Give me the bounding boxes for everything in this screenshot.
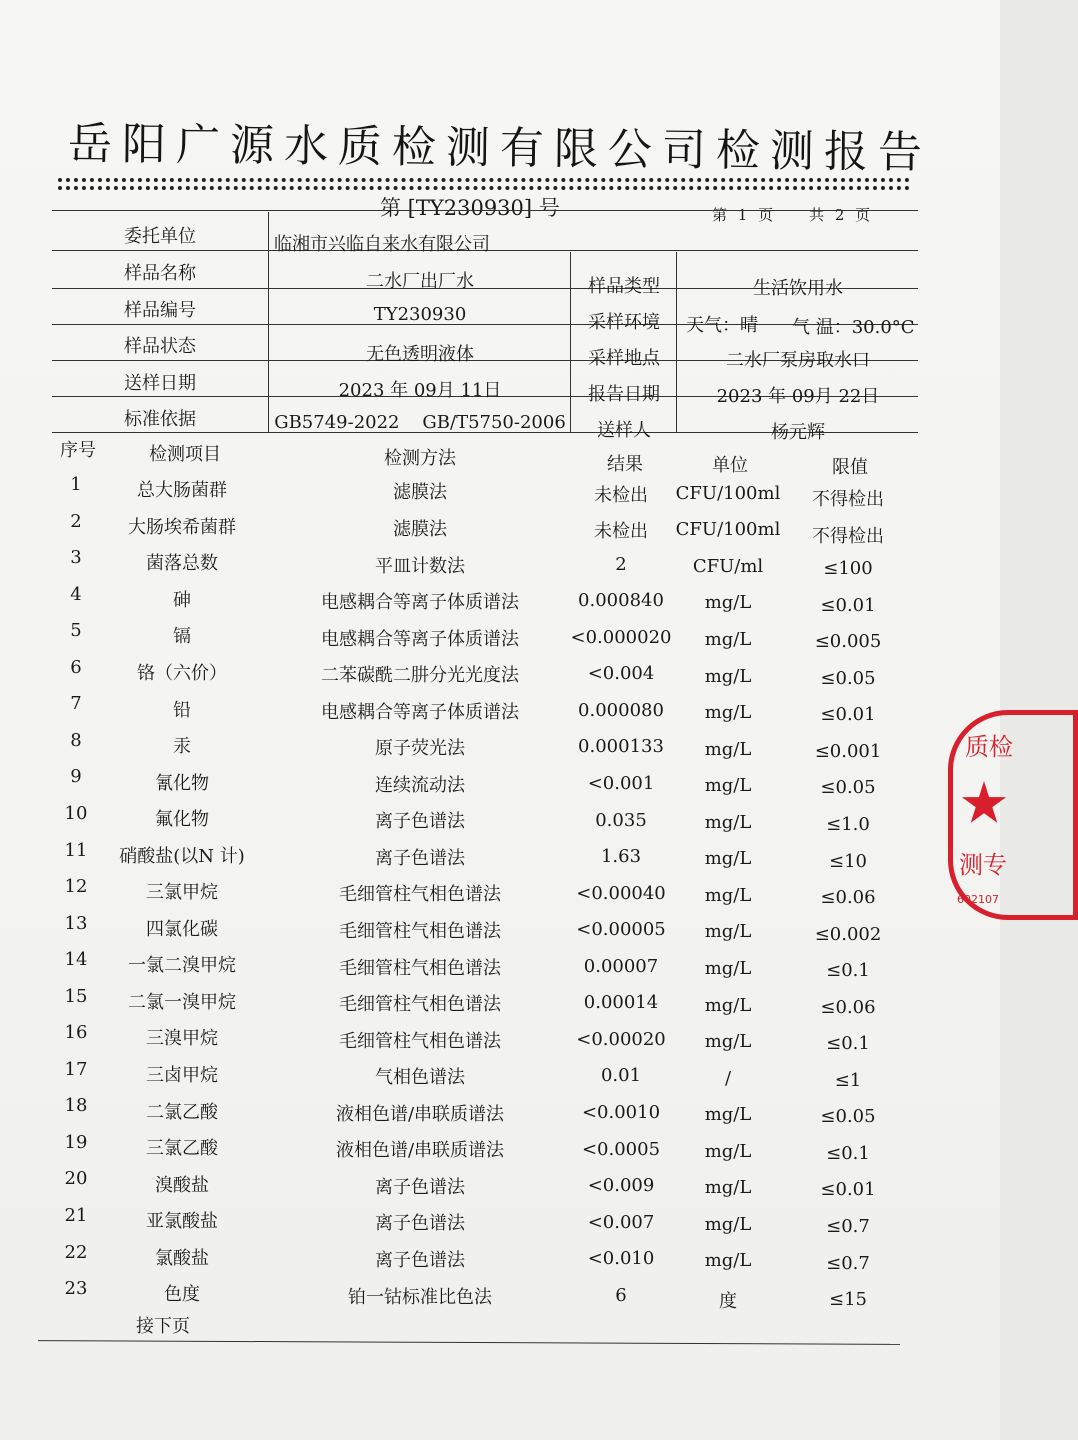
- row-8-unit: mg/L: [704, 738, 752, 760]
- row-8-no: 8: [70, 729, 82, 751]
- location-label: 采样地点: [588, 348, 660, 369]
- row-14-unit: mg/L: [704, 957, 752, 979]
- row-23-result: 6: [615, 1284, 627, 1306]
- row-16-method: 毛细管柱气相色谱法: [339, 1030, 501, 1052]
- row-15-limit: ≤0.06: [820, 996, 876, 1018]
- row-13-method: 毛细管柱气相色谱法: [339, 921, 501, 942]
- row-18-unit: mg/L: [704, 1104, 752, 1126]
- row-5-unit: mg/L: [704, 629, 752, 650]
- standard-label: 标准依据: [124, 409, 196, 430]
- row-22-item: 氯酸盐: [155, 1247, 209, 1269]
- page-info: [712, 204, 906, 225]
- row-2-limit: 不得检出: [812, 525, 884, 547]
- title-dotted-rule-bottom: [58, 186, 910, 190]
- row-6-limit: ≤0.05: [820, 667, 876, 689]
- row-3-method: 平皿计数法: [375, 555, 465, 577]
- sample-no-label: 样品编号: [124, 300, 196, 321]
- row-9-unit: mg/L: [704, 775, 752, 797]
- row-11-no: 11: [64, 839, 88, 861]
- env-temperature: 气 温：30.0°C: [792, 317, 915, 338]
- client-value: 临湘市兴临自来水有限公司: [274, 234, 490, 255]
- row-7-no: 7: [70, 693, 82, 715]
- row-18-limit: ≤0.05: [820, 1106, 876, 1128]
- row-8-method: 原子荧光法: [375, 738, 465, 760]
- row-19-item: 三氯乙酸: [146, 1138, 218, 1160]
- row-22-method: 离子色谱法: [375, 1249, 465, 1271]
- row-13-item: 四氯化碳: [146, 918, 218, 940]
- row-6-result: <0.004: [587, 663, 655, 685]
- row-9-method: 连续流动法: [375, 774, 465, 796]
- row-11-result: 1.63: [600, 846, 642, 868]
- row-14-no: 14: [64, 949, 88, 971]
- row-3-limit: ≤100: [823, 558, 873, 580]
- row-10-unit: mg/L: [704, 811, 752, 833]
- row-1-unit: CFU/100ml: [675, 482, 781, 504]
- row-12-item: 三氯甲烷: [146, 882, 218, 904]
- row-12-result: <0.00040: [576, 882, 666, 904]
- row-13-limit: ≤0.002: [814, 923, 882, 945]
- row-3-item: 菌落总数: [146, 553, 218, 575]
- row-3-no: 3: [70, 547, 82, 569]
- row-10-limit: ≤1.0: [826, 813, 870, 835]
- row-14-limit: ≤0.1: [826, 960, 870, 982]
- row-19-method: 液相色谱/串联质谱法: [335, 1140, 505, 1162]
- row-20-unit: mg/L: [704, 1177, 752, 1199]
- row-14-method: 毛细管柱气相色谱法: [339, 957, 501, 979]
- row-10-no: 10: [64, 802, 88, 824]
- header-method: 检测方法: [384, 448, 456, 469]
- row-3-result: 2: [615, 553, 627, 575]
- row-6-no: 6: [70, 656, 82, 678]
- env-label: 采样环境: [588, 312, 660, 333]
- row-21-no: 21: [64, 1205, 88, 1226]
- row-20-result: <0.009: [587, 1175, 655, 1197]
- row-7-item: 铅: [173, 699, 191, 721]
- row-6-method: 二苯碳酰二肼分光光度法: [321, 665, 519, 687]
- row-1-limit: 不得检出: [812, 489, 884, 510]
- header-item: 检测项目: [149, 444, 221, 465]
- row-6-item: 铬（六价）: [137, 662, 227, 684]
- row-13-no: 13: [64, 912, 88, 934]
- row-22-result: <0.010: [587, 1248, 655, 1270]
- row-23-method: 铂一钴标准比色法: [348, 1286, 492, 1308]
- header-limit: 限值: [832, 457, 868, 478]
- row-4-item: 砷: [173, 589, 191, 611]
- row-21-result: <0.007: [587, 1211, 655, 1233]
- row-18-no: 18: [64, 1095, 88, 1117]
- page-bottom-rule: [38, 1340, 900, 1345]
- row-5-limit: ≤0.005: [814, 631, 882, 653]
- row-15-no: 15: [64, 985, 88, 1007]
- row-10-method: 离子色谱法: [375, 811, 465, 833]
- page-total: 共 2 页: [809, 206, 871, 224]
- row-21-item: 亚氯酸盐: [146, 1211, 218, 1233]
- sample-type-value: 生活饮用水: [753, 278, 843, 299]
- row-11-limit: ≤10: [829, 850, 867, 872]
- row-9-item: 氰化物: [155, 772, 209, 794]
- row-12-limit: ≤0.06: [820, 887, 876, 909]
- row-23-item: 色度: [164, 1284, 200, 1306]
- row-8-result: 0.000133: [578, 736, 664, 758]
- row-7-result: 0.000080: [578, 699, 664, 721]
- row-22-unit: mg/L: [704, 1250, 752, 1272]
- row-8-limit: ≤0.001: [814, 740, 882, 762]
- row-11-item: 硝酸盐(以N 计): [119, 845, 245, 867]
- row-23-no: 23: [64, 1278, 88, 1300]
- row-22-limit: ≤0.7: [826, 1252, 870, 1274]
- sender-value: 杨元辉: [771, 422, 825, 443]
- header-result: 结果: [607, 454, 643, 475]
- continue-next-page: 接下页: [136, 1316, 190, 1337]
- row-16-limit: ≤0.1: [826, 1033, 870, 1055]
- row-2-unit: CFU/100ml: [675, 519, 781, 541]
- standard-value: GB5749-2022 GB/T5750-2006: [274, 412, 566, 433]
- row-5-no: 5: [70, 620, 82, 642]
- row-13-result: <0.00005: [576, 919, 666, 941]
- row-16-item: 三溴甲烷: [146, 1028, 218, 1050]
- sample-type-label: 样品类型: [588, 276, 660, 297]
- info-table-col-divider: [570, 252, 571, 432]
- row-17-limit: ≤1: [834, 1069, 862, 1091]
- row-8-item: 汞: [173, 736, 191, 758]
- row-12-unit: mg/L: [704, 884, 752, 906]
- row-17-result: 0.01: [600, 1065, 642, 1087]
- row-17-no: 17: [64, 1058, 88, 1080]
- row-11-method: 离子色谱法: [375, 847, 465, 869]
- row-20-item: 溴酸盐: [155, 1174, 209, 1196]
- location-value: 二水厂泵房取水口: [726, 350, 870, 371]
- row-17-item: 三卤甲烷: [146, 1065, 218, 1086]
- row-17-method: 气相色谱法: [375, 1067, 465, 1089]
- row-1-result: 未检出: [594, 484, 648, 506]
- client-label: 委托单位: [124, 226, 196, 247]
- row-10-item: 氟化物: [155, 809, 209, 831]
- row-19-no: 19: [64, 1131, 88, 1153]
- row-21-limit: ≤0.7: [826, 1216, 870, 1237]
- info-table-col-divider: [676, 252, 677, 432]
- row-9-limit: ≤0.05: [820, 777, 876, 799]
- row-14-result: 0.00007: [583, 955, 659, 977]
- header-unit: 单位: [712, 455, 748, 476]
- sample-name-value: 二水厂出厂水: [366, 271, 474, 292]
- row-9-no: 9: [70, 766, 82, 788]
- row-15-item: 二氯一溴甲烷: [128, 991, 236, 1013]
- sample-no-value: TY230930: [373, 304, 467, 325]
- document-number: 第 [TY230930] 号: [380, 196, 560, 220]
- row-5-method: 电感耦合等离子体质谱法: [321, 628, 519, 650]
- row-18-item: 二氯乙酸: [146, 1101, 218, 1123]
- row-7-unit: mg/L: [704, 702, 752, 724]
- report-date-label: 报告日期: [588, 384, 660, 405]
- sample-state-label: 样品状态: [124, 336, 196, 357]
- row-17-unit: /: [724, 1067, 732, 1089]
- send-date-label: 送样日期: [124, 373, 196, 394]
- row-20-limit: ≤0.01: [820, 1179, 876, 1201]
- row-9-result: <0.001: [587, 773, 655, 794]
- row-5-result: <0.000020: [570, 626, 672, 648]
- row-19-unit: mg/L: [704, 1140, 752, 1162]
- row-7-method: 电感耦合等离子体质谱法: [321, 701, 519, 723]
- stamp-text-bottom: 测专: [959, 851, 1007, 879]
- row-5-item: 镉: [173, 626, 191, 648]
- row-12-no: 12: [64, 876, 88, 898]
- row-1-no: 1: [70, 474, 82, 495]
- row-3-unit: CFU/ml: [692, 555, 764, 577]
- row-14-item: 一氯二溴甲烷: [128, 955, 236, 977]
- row-18-method: 液相色谱/串联质谱法: [335, 1103, 505, 1125]
- row-23-limit: ≤15: [829, 1289, 867, 1311]
- row-4-result: 0.000840: [578, 590, 664, 612]
- row-4-method: 电感耦合等离子体质谱法: [321, 592, 519, 614]
- row-7-limit: ≤0.01: [820, 704, 876, 726]
- red-seal-stamp: [948, 710, 1078, 920]
- row-4-limit: ≤0.01: [820, 594, 876, 616]
- page-current: 第 1 页: [712, 206, 774, 224]
- info-table-border-top: [52, 210, 918, 211]
- info-table-col-divider: [268, 212, 269, 432]
- row-4-no: 4: [70, 583, 82, 605]
- sample-name-label: 样品名称: [124, 263, 196, 284]
- row-20-no: 20: [64, 1168, 88, 1190]
- row-15-method: 毛细管柱气相色谱法: [339, 994, 501, 1016]
- row-16-unit: mg/L: [704, 1031, 752, 1053]
- row-21-method: 离子色谱法: [375, 1213, 465, 1235]
- row-19-limit: ≤0.1: [826, 1142, 870, 1164]
- row-13-unit: mg/L: [704, 921, 752, 943]
- row-16-result: <0.00020: [576, 1028, 666, 1050]
- star-icon: [961, 781, 1007, 827]
- env-weather: 天气：晴: [686, 315, 758, 336]
- row-21-unit: mg/L: [704, 1213, 752, 1235]
- row-16-no: 16: [64, 1022, 88, 1044]
- row-11-unit: mg/L: [704, 848, 752, 870]
- row-1-method: 滤膜法: [393, 482, 447, 504]
- row-4-unit: mg/L: [704, 592, 752, 614]
- stamp-text-top: 质检: [965, 733, 1013, 761]
- title-dotted-rule-top: [58, 178, 910, 182]
- row-23-unit: 度: [719, 1290, 737, 1312]
- stamp-code: 602107: [957, 893, 999, 906]
- send-date-value: 2023 年 09月 11日: [338, 380, 502, 401]
- row-10-result: 0.035: [595, 809, 647, 831]
- row-2-result: 未检出: [594, 521, 648, 543]
- row-22-no: 22: [64, 1241, 88, 1263]
- report-title: 岳阳广源水质检测有限公司检测报告: [67, 118, 933, 179]
- row-2-no: 2: [70, 510, 82, 532]
- row-15-unit: mg/L: [704, 994, 752, 1016]
- row-12-method: 毛细管柱气相色谱法: [339, 884, 501, 906]
- row-20-method: 离子色谱法: [375, 1176, 465, 1198]
- row-19-result: <0.0005: [581, 1138, 661, 1160]
- row-18-result: <0.0010: [581, 1101, 661, 1123]
- row-2-method: 滤膜法: [393, 518, 447, 540]
- row-15-result: 0.00014: [583, 992, 659, 1014]
- sample-state-value: 无色透明液体: [366, 344, 474, 365]
- row-6-unit: mg/L: [704, 665, 752, 687]
- header-no: 序号: [60, 440, 96, 461]
- row-2-item: 大肠埃希菌群: [128, 516, 236, 538]
- report-date-value: 2023 年 09月 22日: [716, 386, 880, 407]
- sender-label: 送样人: [597, 420, 651, 441]
- row-1-item: 总大肠菌群: [137, 480, 227, 502]
